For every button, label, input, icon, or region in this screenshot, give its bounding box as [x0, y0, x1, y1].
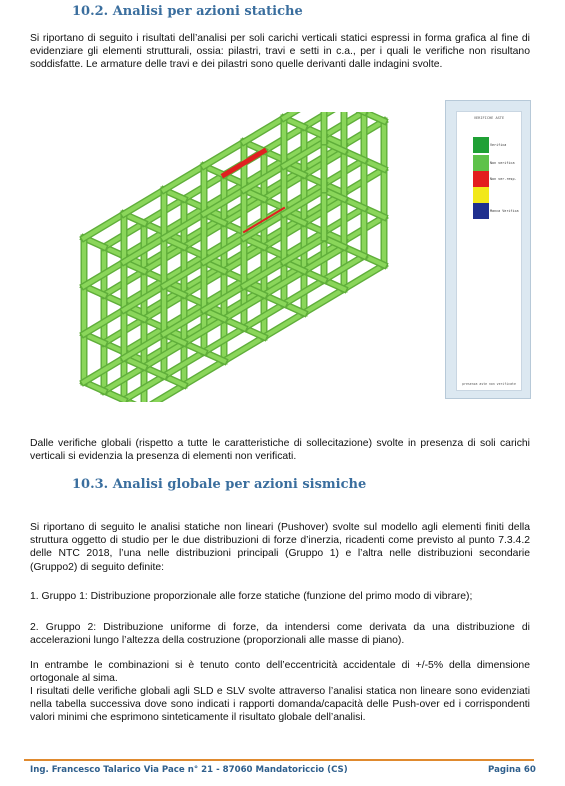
legend-label: Verifica [490, 143, 507, 147]
results-paragraph: I risultati delle verifiche globali agli SLD e SLV svolte attraverso l’analisi statica non lineare sono evidenziati nella tabella successiva dove sono indicati i rapporti domanda/capacità delle Push-over ed i corrispondenti valori minimi che esprimono sinteticamente il risultato globale dell’analisi. [30, 686, 530, 724]
legend-swatch [473, 203, 489, 219]
seismic-intro: Si riportano di seguito le analisi statiche non lineari (Pushover) svolte sul modello agli elementi finiti della struttura oggetto di studio per le due distribuzioni di forze d’inerzia, ricadenti come previsto al punto 7.3.4.2 delle NTC 2018, l’una nelle distribuzioni principali (Gruppo 1) e l’altra nelle distribuzioni secondarie (Gruppo2) di seguito definite: [30, 522, 530, 573]
structural-model-figure [76, 112, 416, 402]
legend-swatch [473, 171, 489, 187]
list-item-gruppo-2: 2. Gruppo 2: Distribuzione uniforme di forze, da intendersi come derivata da una distribuzione di accelerazioni lungo l’altezza della costruzione (proporzionali alle masse di piano). [30, 622, 530, 647]
eccentricity-note: In entrambe le combinazioni si è tenuto conto dell’eccentricità accidentale di +/-5% della dimensione ortogonale al sima. [30, 660, 530, 685]
legend-box [456, 111, 522, 391]
frame-member [264, 313, 304, 337]
section-heading-seismic: 10.3. Analisi globale per azioni sismiche [72, 477, 367, 492]
legend-title: VERIFICHE ASTE [473, 116, 505, 120]
legend-panel [445, 100, 531, 399]
frame-member [184, 361, 224, 385]
footer-page-number: Pagina 60 [488, 765, 536, 775]
frame-member [224, 337, 264, 361]
legend-label: Non ver.resp. [490, 177, 517, 181]
footer-divider [24, 759, 534, 761]
frame-member [244, 118, 284, 142]
frame-member [204, 142, 244, 166]
legend-label: Non verifica [490, 161, 515, 165]
legend-label: Manca Verifica [490, 209, 519, 213]
frame-member [344, 265, 384, 289]
frame-member [304, 289, 344, 313]
legend-swatch [473, 155, 489, 171]
list-item-gruppo-1: 1. Gruppo 1: Distribuzione proporzionale alle forze statiche (funzione del primo modo di vibrare); [30, 591, 473, 602]
legend-footer: presenza aste non verificate [462, 382, 516, 386]
frame-member [164, 166, 204, 190]
section-heading-static: 10.2. Analisi per azioni statiche [72, 4, 303, 19]
static-analysis-intro: Si riportano di seguito i risultati dell’analisi per soli carichi verticali statici espressi in forma grafica al fine di evidenziare gli elementi strutturali, ossia: pilastri, travi e setti in c.a., per i quali le verifiche non risultano soddisfatte. Le armature delle travi e dei pilastri sono quelle derivanti dalle indagini svolte. [30, 33, 530, 71]
frame-member [124, 190, 164, 214]
static-analysis-conclusion: Dalle verifiche globali (rispetto a tutte le caratteristiche di sollecitazione) svolte in presenza di soli carichi verticali si evidenzia la presenza di elementi non verificati. [30, 438, 530, 463]
legend-swatch [473, 137, 489, 153]
frame-member [84, 214, 124, 238]
frame-elements [84, 112, 384, 402]
footer-author: Ing. Francesco Talarico Via Pace n° 21 - 87060 Mandatoriccio (CS) [30, 765, 348, 775]
legend-swatch [473, 187, 489, 203]
